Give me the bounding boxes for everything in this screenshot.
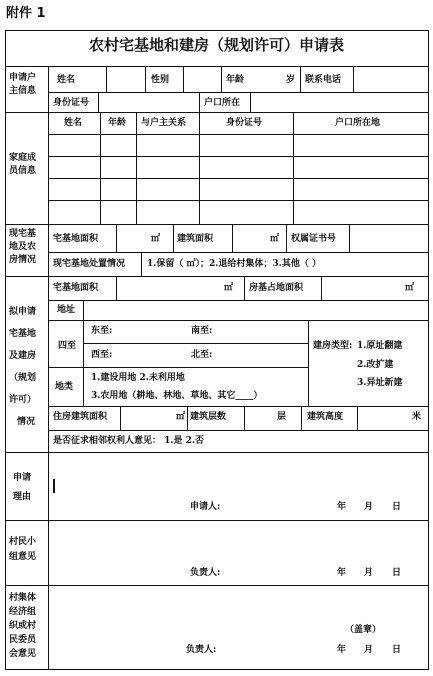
planned-boundary-label: 四至 (58, 341, 77, 351)
planned-height-label: 建筑高度 (307, 412, 344, 422)
current-building-area-unit: ㎡ (270, 234, 280, 244)
planned-neighbor-consent[interactable]: 是否征求相邻权利人意见： 1.是 2.否 (53, 436, 205, 446)
planned-res-area-unit: ㎡ (176, 412, 186, 422)
planned-base-area-unit: ㎡ (405, 283, 415, 293)
planned-land-type-line2[interactable]: 3.农用地（耕地、林地、草地、其它____） (91, 391, 263, 401)
reason-signer-label: 申请人: (190, 502, 221, 512)
village-date-year: 年 (337, 645, 347, 655)
applicant-gender-label: 性别 (151, 75, 170, 85)
family-header-name: 姓名 (64, 118, 83, 128)
current-cert-label: 权属证书号 (291, 234, 337, 244)
current-land-area-label: 宅基地面积 (53, 234, 99, 244)
current-building-area-label: 建筑面积 (177, 234, 214, 244)
planned-section-label: 拟申请 宅基地 及建房 （规划 许可） 情况 (9, 307, 37, 427)
family-row[interactable] (49, 179, 428, 199)
applicant-phone-label: 联系电话 (305, 75, 342, 85)
planned-build-type-2[interactable]: 2.改扩建 (357, 360, 394, 370)
family-header-hukou: 户口所在地 (335, 118, 381, 128)
family-section-label: 家庭成 员信息 (9, 153, 37, 176)
form-title: 农村宅基地和建房（规划许可）申请表 (88, 36, 344, 54)
planned-land-area-label: 宅基地面积 (53, 283, 99, 293)
planned-floors-unit: 层 (277, 412, 287, 422)
planned-base-area-label: 房基占地面积 (249, 283, 304, 293)
family-header-id: 身份证号 (226, 118, 263, 128)
group-date-year: 年 (337, 568, 347, 578)
reason-textarea[interactable] (49, 453, 428, 498)
planned-land-type-label: 地类 (55, 382, 74, 392)
family-row[interactable] (49, 201, 428, 223)
planned-south-label: 南至: (191, 326, 213, 336)
planned-land-type-line1[interactable]: 1.建设用地 2.未利用地 (91, 373, 185, 383)
planned-res-area-field[interactable] (121, 407, 173, 429)
current-land-area-field[interactable] (117, 225, 149, 251)
current-disposal-label: 现宅基地处置情况 (53, 259, 126, 269)
planned-floors-field[interactable] (245, 407, 275, 429)
applicant-phone-field[interactable] (354, 67, 427, 91)
planned-height-unit: 米 (412, 412, 422, 422)
planned-res-area-label: 住房建筑面积 (53, 412, 108, 422)
reason-section-label: 申请 理由 (13, 473, 32, 502)
planned-build-type-1[interactable]: 1.原址翻建 (357, 341, 403, 351)
family-row[interactable] (49, 135, 428, 155)
family-header-age: 年龄 (108, 118, 127, 128)
group-signer-label: 负责人: (190, 568, 221, 578)
family-header-relation: 与户主关系 (141, 118, 187, 128)
planned-north-label: 北至: (191, 350, 213, 360)
current-building-area-field[interactable] (233, 225, 268, 251)
planned-height-field[interactable] (358, 407, 408, 429)
applicant-section-label: 申请户 主信息 (9, 73, 37, 96)
current-section-label: 现宅基 地及农 房情况 (9, 229, 37, 265)
village-signer-label: 负责人: (186, 645, 217, 655)
planned-land-area-unit: ㎡ (224, 283, 234, 293)
current-cert-field[interactable] (350, 225, 427, 251)
text-cursor (53, 479, 55, 493)
group-date-day: 日 (392, 568, 402, 578)
applicant-age-label: 年龄 (226, 75, 245, 85)
planned-east-label: 东至: (91, 326, 113, 336)
village-seal-label: （盖章） (345, 625, 382, 635)
applicant-name-label: 姓名 (57, 75, 76, 85)
planned-build-type-3[interactable]: 3.异址新建 (357, 378, 403, 388)
village-date-day: 日 (392, 645, 402, 655)
applicant-hukou-label: 户口所在 (204, 98, 241, 108)
reason-date-year: 年 (337, 502, 347, 512)
current-land-area-unit: ㎡ (151, 234, 161, 244)
planned-land-area-field[interactable] (117, 277, 221, 299)
group-date-month: 月 (364, 568, 374, 578)
applicant-age-unit: 岁 (286, 75, 296, 85)
applicant-gender-field[interactable] (184, 67, 220, 91)
planned-build-type-label: 建房类型: (313, 341, 353, 351)
planned-west-label: 西至: (91, 350, 113, 360)
applicant-name-field[interactable] (107, 67, 144, 91)
applicant-id-field[interactable] (99, 93, 198, 111)
village-date-month: 月 (364, 645, 374, 655)
village-section-label: 村集体 经济组 织或村 民委员 会意见 (9, 593, 37, 659)
group-opinion-field[interactable] (49, 521, 428, 561)
current-disposal-options[interactable]: 1.保留（ ㎡）；2.退给村集体；3.其他（ ） (147, 259, 321, 269)
planned-site-label: 地址 (57, 305, 76, 315)
planned-site-field[interactable] (84, 301, 427, 319)
planned-base-area-field[interactable] (322, 277, 402, 299)
reason-date-month: 月 (364, 502, 374, 512)
attachment-label: 附件 1 (6, 6, 46, 21)
planned-floors-label: 建筑层数 (190, 412, 227, 422)
village-opinion-field[interactable] (49, 586, 428, 622)
reason-date-day: 日 (392, 502, 402, 512)
family-row[interactable] (49, 157, 428, 177)
applicant-hukou-field[interactable] (251, 93, 427, 111)
group-section-label: 村民小 组意见 (9, 537, 37, 562)
applicant-id-label: 身份证号 (53, 98, 90, 108)
applicant-age-field[interactable] (252, 67, 282, 91)
